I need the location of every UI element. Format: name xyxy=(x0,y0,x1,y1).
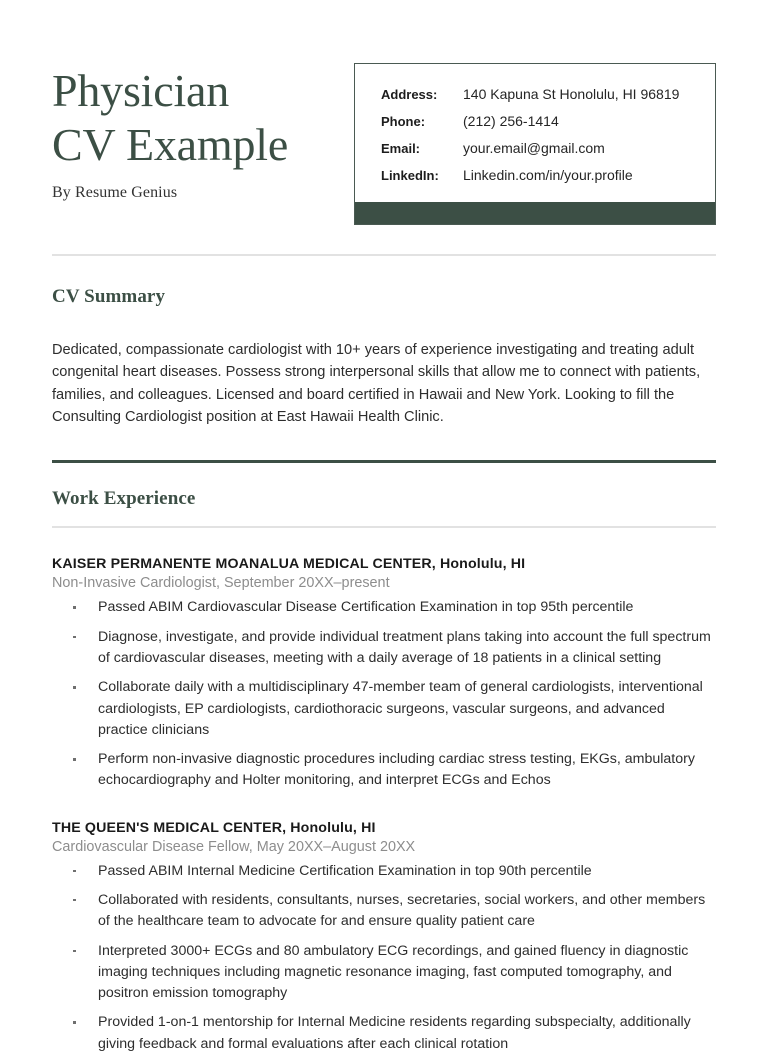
page-title xyxy=(52,64,352,172)
document-header xyxy=(52,0,716,225)
contact-row-phone xyxy=(355,107,715,134)
job-bullet: Diagnose, investigate, and provide individual treatment plans taking into account the full spectrum of cardiovascular diseases, meeting with a daily average of 18 patients in a clinical setting xyxy=(52,627,716,670)
contact-card-footer-bar xyxy=(355,202,715,224)
contact-label-linkedin: LinkedIn: xyxy=(381,167,439,183)
contact-rows xyxy=(355,64,715,202)
work-experience-heading: Work Experience xyxy=(52,488,196,510)
contact-label-email: Email: xyxy=(381,140,421,156)
contact-row-address xyxy=(355,80,715,107)
job-bullet: Passed ABIM Cardiovascular Disease Certification Examination in top 95th percentile xyxy=(52,597,716,618)
job-entry xyxy=(52,556,716,791)
contact-row-email xyxy=(355,134,715,161)
job-bullet: Perform non-invasive diagnostic procedures including cardiac stress testing, EKGs, ambulatory echocardiography and Holter monitoring, and interpret ECGs and Echos xyxy=(52,749,716,792)
job-bullet-list xyxy=(52,597,716,791)
cv-summary-text: Dedicated, compassionate cardiologist with 10+ years of experience investigating and treating adult congenital heart diseases. Possess strong interpersonal skills that allow me to connect with patients, families, and colleagues. Licensed and board certified in Hawaii and New York. Looking to fill the Consulting Cardiologist position at East Hawaii Health Clinic. xyxy=(52,342,701,425)
job-title: KAISER PERMANENTE MOANALUA MEDICAL CENTER, Honolulu, HI xyxy=(52,556,526,573)
title-line-1: Physician xyxy=(52,65,230,116)
divider-below-work-heading xyxy=(52,526,716,528)
work-heading-wrap xyxy=(52,463,716,526)
cv-summary-heading: CV Summary xyxy=(52,286,166,307)
title-line-2: CV Example xyxy=(52,118,289,170)
work-experience-section xyxy=(52,460,716,1055)
contact-value-phone: (212) 256-1414 xyxy=(463,112,559,129)
contact-value-linkedin[interactable]: Linkedin.com/in/your.profile xyxy=(463,166,633,183)
contact-row-linkedin xyxy=(355,161,715,188)
job-bullet: Provided 1-on-1 mentorship for Internal Medicine residents regarding subspecialty, additionally giving feedback and formal evaluations after each clinical rotation xyxy=(52,1012,716,1055)
contact-label-address: Address: xyxy=(381,86,438,102)
contact-value-address: 140 Kapuna St Honolulu, HI 96819 xyxy=(463,85,680,102)
cv-summary-section xyxy=(52,256,716,428)
job-bullet-list xyxy=(52,861,716,1055)
job-bullet: Collaborate daily with a multidisciplinary 47-member team of general cardiologists, interventional cardiologists, EP cardiologists, cardiothoracic surgeons, vascular surgeons, and advanced practice clinicians xyxy=(52,677,716,741)
job-entry xyxy=(52,820,716,1055)
contact-card xyxy=(354,63,716,225)
job-bullet: Interpreted 3000+ ECGs and 80 ambulatory ECG recordings, and gained fluency in diagnostic imaging techniques including magnetic resonance imaging, fast computed tomography, and positron emission tomography xyxy=(52,941,716,1005)
job-meta: Non-Invasive Cardiologist, September 20XX–present xyxy=(52,575,390,592)
contact-label-phone: Phone: xyxy=(381,113,426,129)
title-block xyxy=(52,62,352,202)
byline: By Resume Genius xyxy=(52,183,178,201)
job-title: THE QUEEN'S MEDICAL CENTER, Honolulu, HI xyxy=(52,819,376,836)
job-bullet: Passed ABIM Internal Medicine Certification Examination in top 90th percentile xyxy=(52,861,716,882)
job-bullet: Collaborated with residents, consultants, nurses, secretaries, social workers, and other members of the healthcare team to advocate for and ensure quality patient care xyxy=(52,890,716,933)
contact-value-email[interactable]: your.email@gmail.com xyxy=(463,139,605,156)
job-meta: Cardiovascular Disease Fellow, May 20XX–August 20XX xyxy=(52,838,416,855)
